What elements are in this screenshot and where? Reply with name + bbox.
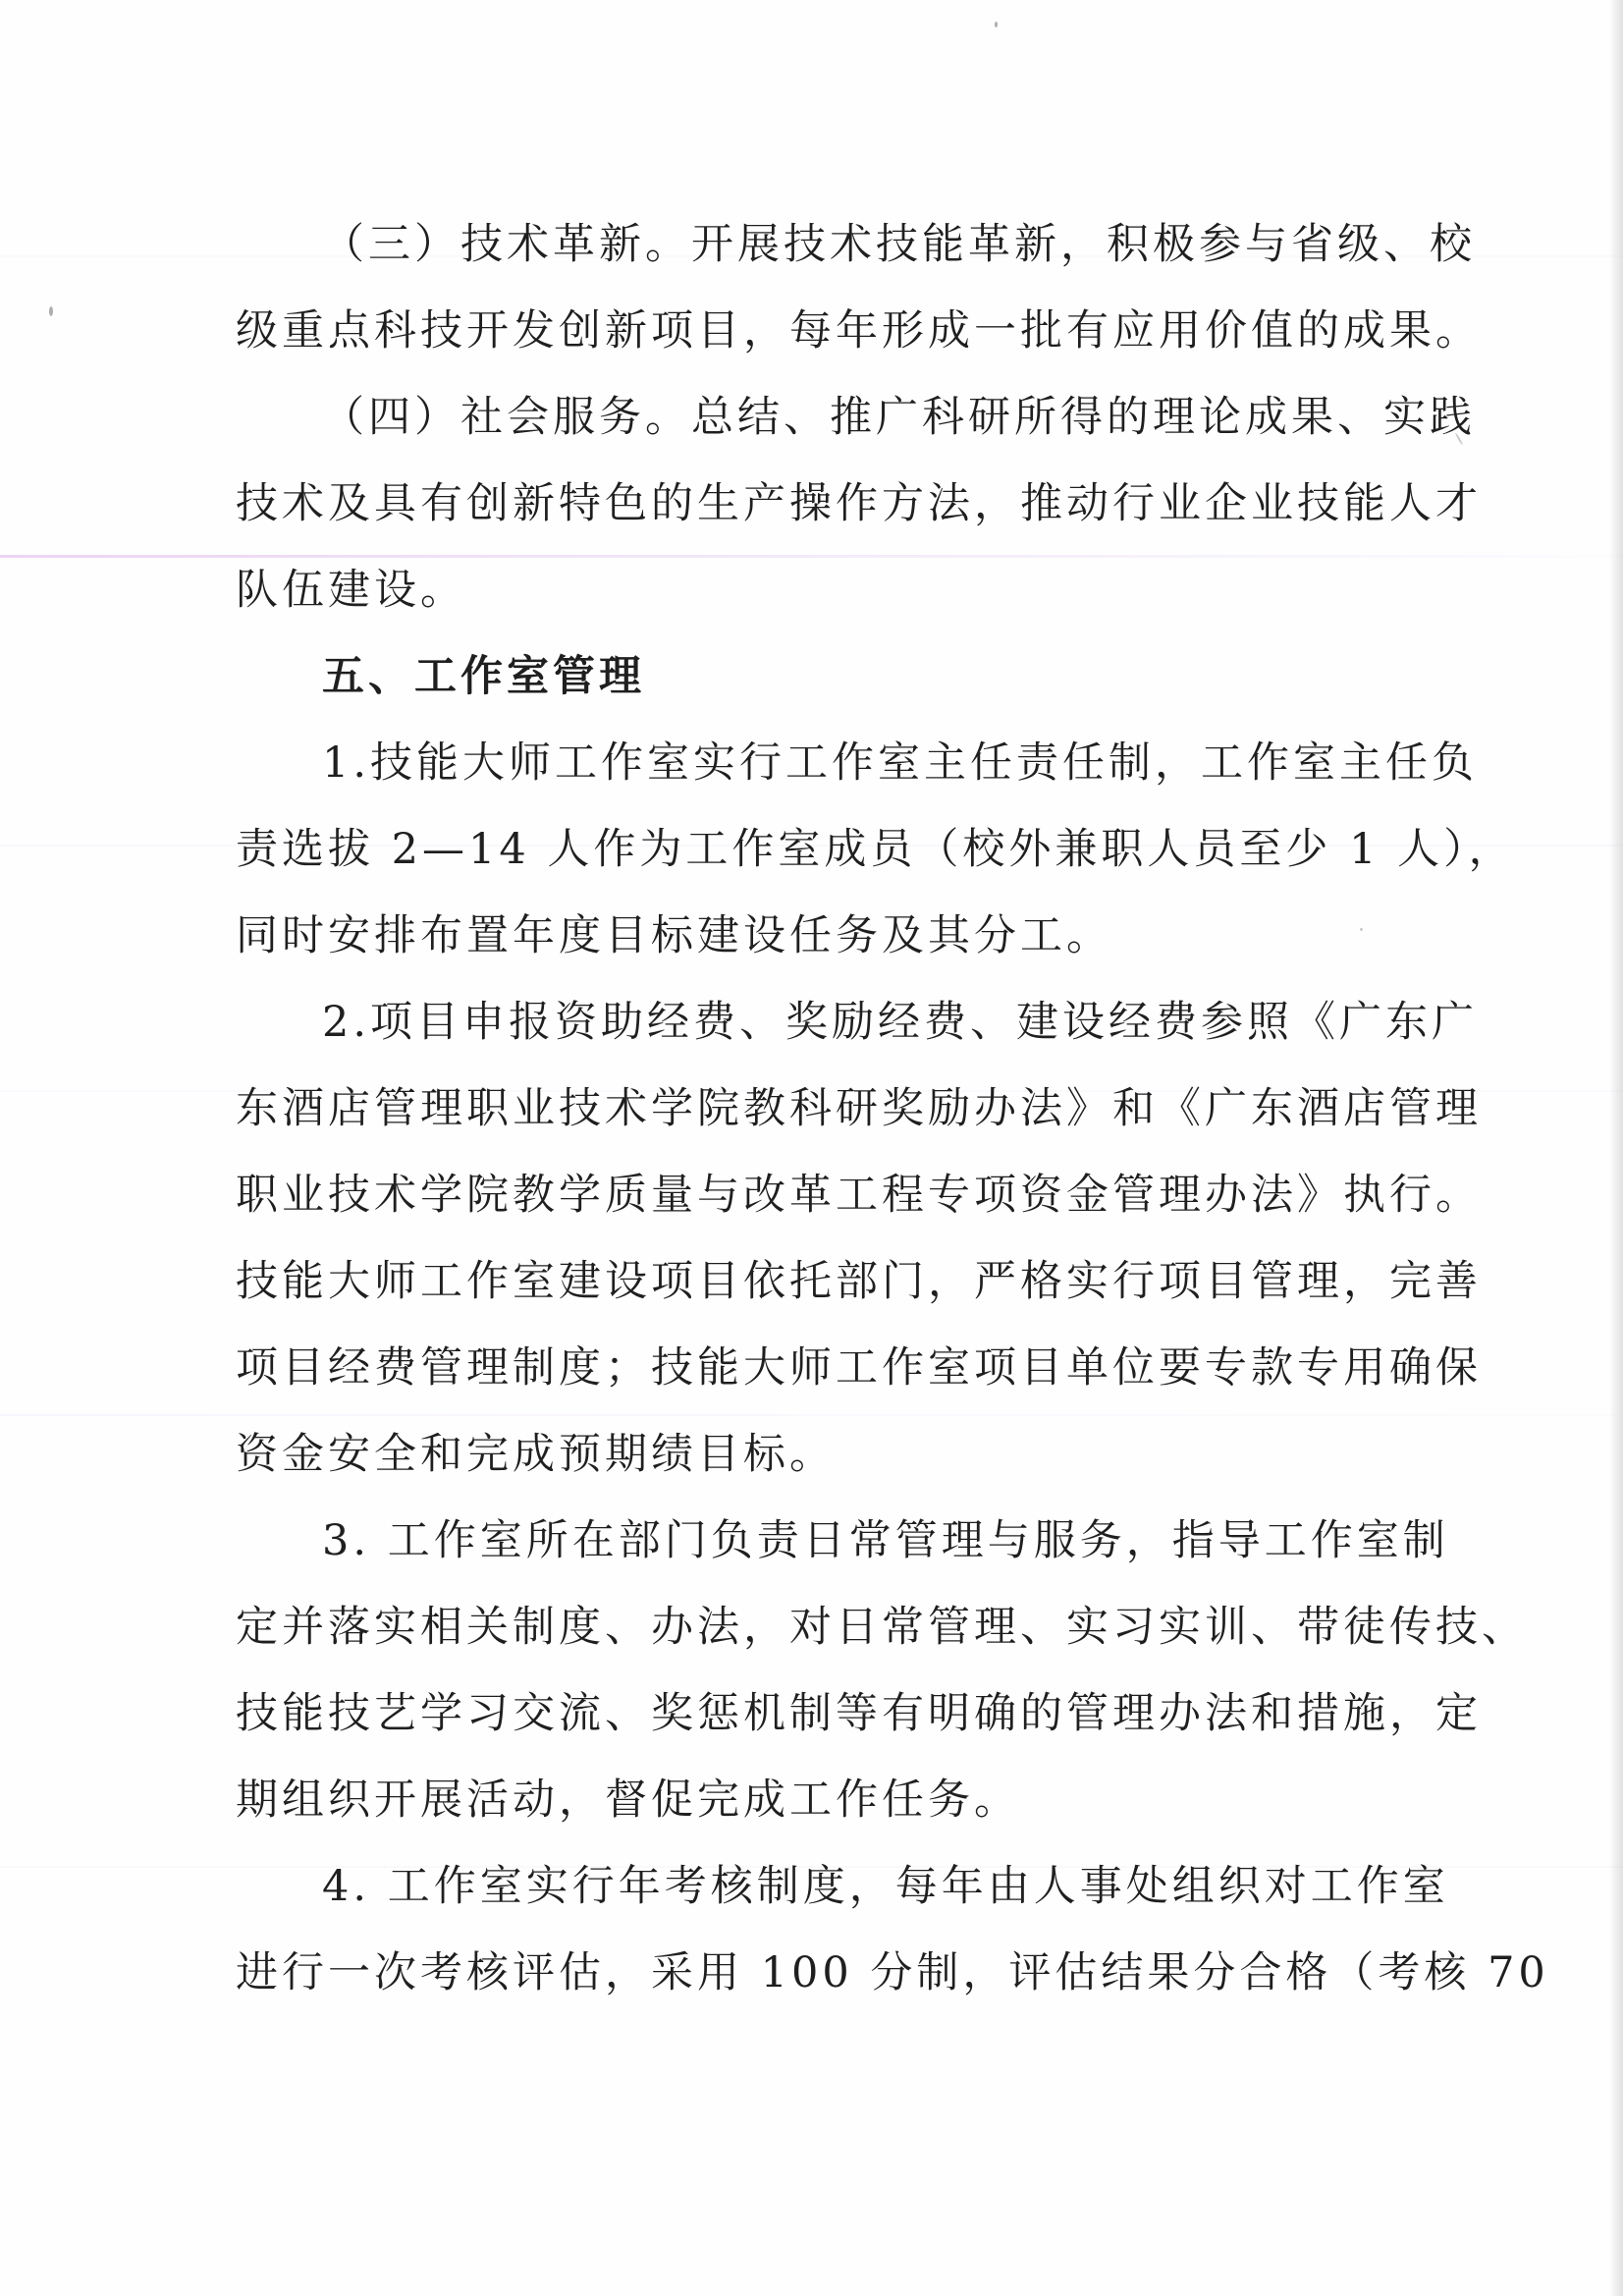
- section-heading: 五、工作室管理: [322, 652, 645, 701]
- text-line: 责选拔 2—14 人作为工作室成员（校外兼职人员至少 1 人），: [236, 825, 1515, 874]
- text-line: 技术及具有创新特色的生产操作方法，推动行业企业技能人才: [236, 479, 1482, 528]
- text-line: 职业技术学院教学质量与改革工程专项资金管理办法》执行。: [236, 1171, 1482, 1220]
- document-body: [236, 201, 1549, 2016]
- text-line: 项目经费管理制度；技能大师工作室项目单位要专款专用确保: [236, 1343, 1482, 1393]
- page-edge-shadow: [1609, 0, 1623, 2296]
- text-line: 同时安排布置年度目标建设任务及其分工。: [236, 911, 1112, 960]
- text-line: 技能大师工作室建设项目依托部门，严格实行项目管理，完善: [236, 1257, 1482, 1306]
- text-line: 进行一次考核评估，采用 100 分制，评估结果分合格（考核 70: [236, 1948, 1549, 1997]
- text-line: 级重点科技开发创新项目，每年形成一批有应用价值的成果。: [236, 306, 1482, 355]
- text-line: 期组织开展活动，督促完成工作任务。: [236, 1776, 1020, 1825]
- text-line: 资金安全和完成预期绩目标。: [236, 1430, 836, 1479]
- text-line: 1.技能大师工作室实行工作室主任责任制，工作室主任负: [322, 738, 1479, 788]
- scan-speck: [995, 22, 998, 27]
- paragraph-item-2: [236, 979, 1482, 1498]
- paragraph-social-service: [236, 374, 1482, 633]
- text-line: 队伍建设。: [236, 566, 466, 615]
- text-line: （三）技术革新。开展技术技能革新，积极参与省级、校: [322, 220, 1476, 269]
- scan-speck: [49, 306, 53, 316]
- text-line: 4. 工作室实行年考核制度，每年由人事处组织对工作室: [322, 1862, 1449, 1911]
- text-line: 2.项目申报资助经费、奖励经费、建设经费参照《广东广: [322, 998, 1479, 1047]
- text-line: 技能技艺学习交流、奖惩机制等有明确的管理办法和措施，定: [236, 1689, 1482, 1738]
- text-line: 3. 工作室所在部门负责日常管理与服务，指导工作室制: [322, 1516, 1449, 1565]
- paragraph-tech-innovation: [236, 201, 1482, 374]
- paragraph-item-3: [236, 1498, 1528, 1843]
- text-line: （四）社会服务。总结、推广科研所得的理论成果、实践: [322, 393, 1476, 442]
- text-line: 定并落实相关制度、办法，对日常管理、实习实训、带徒传技、: [236, 1603, 1528, 1652]
- paragraph-item-1: [236, 720, 1515, 979]
- paragraph-item-4: [236, 1843, 1549, 2016]
- text-line: 东酒店管理职业技术学院教科研奖励办法》和《广东酒店管理: [236, 1084, 1482, 1133]
